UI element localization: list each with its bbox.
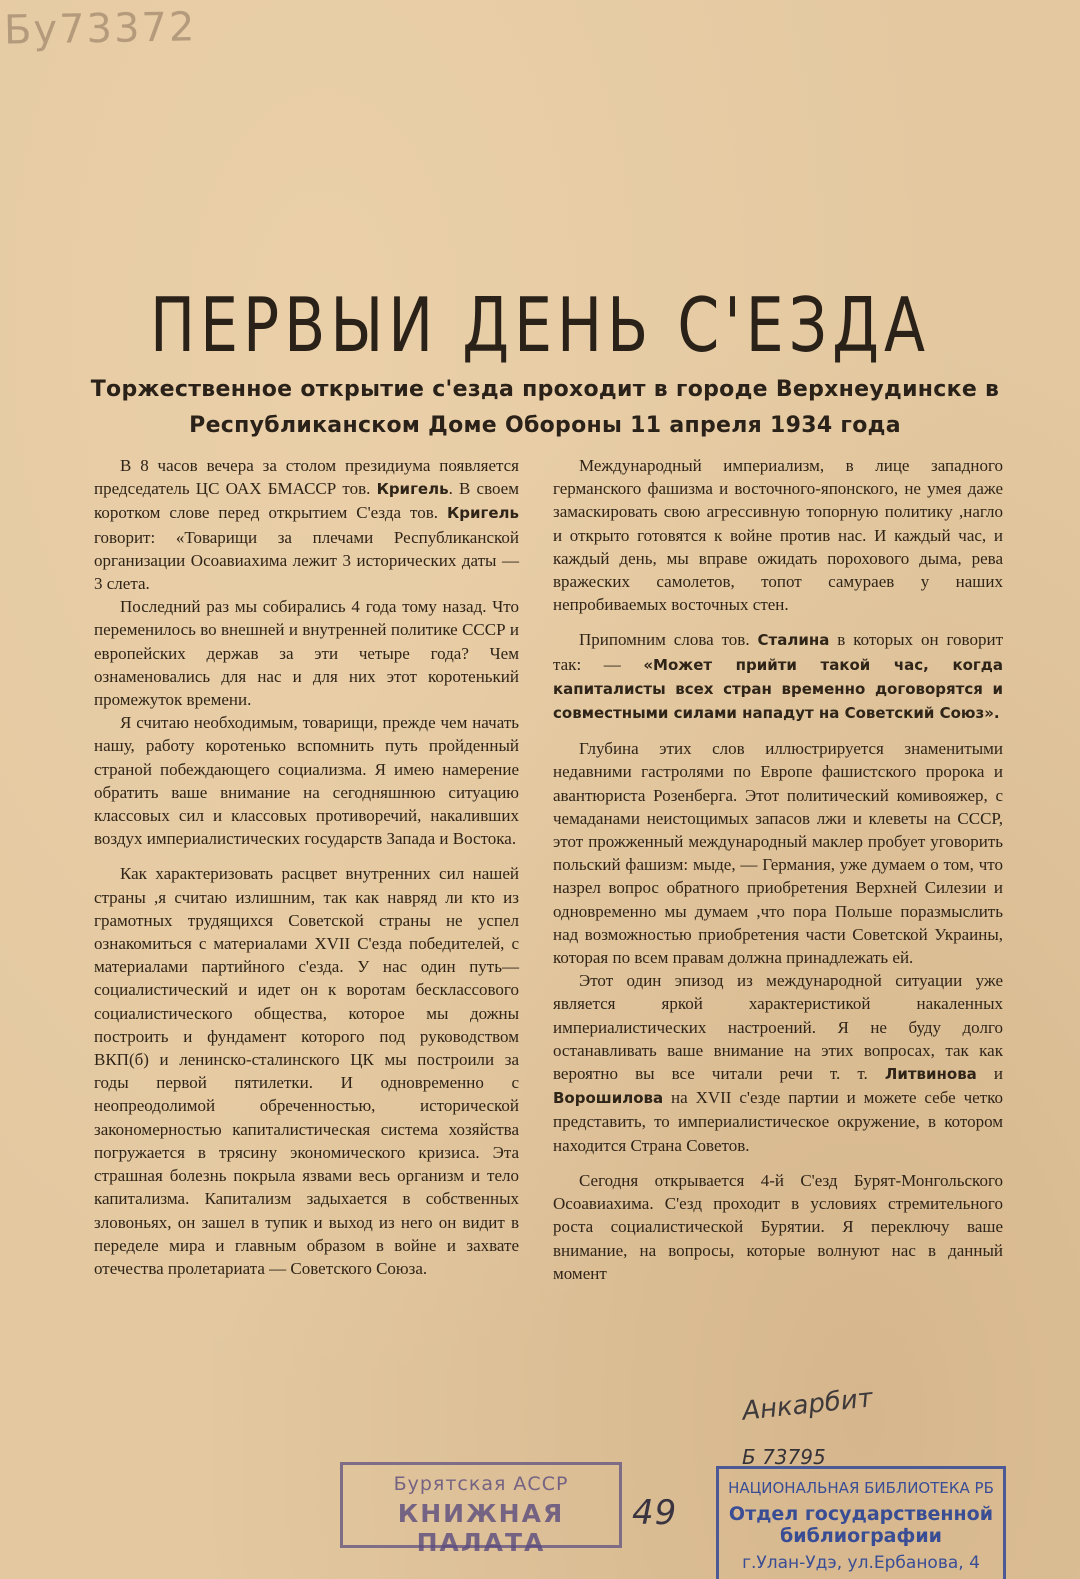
stamp-line: Отдел государственной [728, 1503, 994, 1525]
right-column [553, 454, 1003, 1285]
stalin-quote: «Может прийти такой час, когда капиталисты всех стран временно договорятся и совместными силами нападут на Советский Союз». [553, 655, 1003, 723]
paragraph: Последний раз мы собирались 4 года тому назад. Что переменилось во внешней и внутренней политике СССР и европейских держав за эти четыре года? Чем ознаменовались для нас и для них этот коротенький промежуток времени. [94, 597, 519, 710]
shelf-mark: Б 73795 [742, 1445, 826, 1469]
subtitle [70, 372, 1020, 444]
stamp-line: НАЦИОНАЛЬНАЯ БИБЛИОТЕКА РБ [728, 1479, 994, 1497]
library-stamp [716, 1466, 1006, 1579]
person-name: Литвинова [884, 1065, 977, 1084]
handwritten-note: Анкарбит [740, 1383, 875, 1427]
stamp-line: г.Улан-Удэ, ул.Ербанова, 4 [742, 1553, 980, 1573]
person-name: Кригель [447, 504, 519, 523]
paragraph [553, 628, 1003, 725]
paragraph-text: в которых он говорит так: — [553, 630, 1003, 674]
person-name: Ворошилова [553, 1089, 664, 1108]
paragraph: Я считаю необходимым, товарищи, прежде чем начать нашу, работу коротенько вспомнить путь пройденный страной побеждающего социализма. Я имею намерение обратить ваше внимание на сегодняшнюю ситуацию классовых сил и классовых противоречий, накаливших воздух империалистических государств Запада и Востока. [94, 713, 519, 849]
paragraph: Сегодня открывается 4-й С'езд Бурят-Монгольского Осоавиахима. С'езд проходит в условиях стремительного роста социалистической Бурятии. Я переключу ваше внимание, на вопросы, которые волнуют нас в данный момент [553, 1170, 1003, 1283]
paragraph-text: на XVII с'езде партии и можете себе четко представить, то империалистическое окружение, в котором находится Страна Советов. [553, 1088, 1003, 1155]
paragraph [94, 454, 519, 595]
page-title: ПЕРВЫИ ДЕНЬ С'ЕЗДА [149, 282, 931, 370]
stamp-line: библиографии [780, 1525, 942, 1547]
book-chamber-stamp [340, 1462, 622, 1557]
person-name: Кригель [376, 480, 449, 499]
stamp-line: КНИЖНАЯ ПАЛАТА [397, 1499, 565, 1557]
stamp-line: Бурятская АССР [393, 1473, 569, 1495]
paragraph-text: и [976, 1064, 1003, 1084]
paragraph-text: говорит: «Товарищи за плечами Республиканской организации Осоавиахима лежит 3 исторических даты — 3 слета. [94, 527, 519, 594]
paragraph-text: . В своем коротком слове перед открытием С'езда тов. [94, 479, 519, 523]
catalog-pencil-mark: Бу73372 [3, 4, 197, 54]
paragraph-text: В 8 часов вечера за столом президиума появляется председатель ЦС ОАХ БМАССР тов. [94, 456, 519, 499]
left-column [94, 454, 519, 1280]
paragraph: Международный империализм, в лице западного германского фашизма и восточного-японского, не умея даже замаскировать свою агрессивную топорную политику ,нагло и открыто готовятся к войне против нас. И каждый час, и каждый день, мы вправе ожидать порохового дыма, рева вражеских самолетов, топот самураев у наших непробиваемых восточных стен. [553, 456, 1003, 615]
subtitle-line-1: Торжественное открытие с'езда проходит в городе Верхнеудинске в [90, 377, 1000, 402]
subtitle-line-2: Республиканском Доме Обороны 11 апреля 1934 года [189, 413, 901, 438]
paragraph-text: Припомним слова тов. [579, 630, 758, 650]
paragraph: Глубина этих слов иллюстрируется знаменитыми недавними гастролями по Европе фашистского пророка и авантюриста Розенберга. Этот политический комивояжер, с чемаданами неистощимых запасов лжи и клеветы на СССР, этот прожженный международный маклер пробует уговорить польский фашизм: мыде, — Германия, уже думаем о том, что назрел вопрос обратного приобретения Верхней Силезии и одновременно мы думаем ,что пора Польше поразмыслить над возможностью приобретения части Советской Украины, которая по всем правам должна принадлежать ей. [553, 739, 1003, 968]
paragraph-text: Этот один эпизод из международной ситуации уже является яркой характеристикой накаленных империалистических настроений. Я не буду долго останавливать ваше внимание на этих вопросах, так как вероятно вы все читали речи т. т. [553, 971, 1003, 1084]
person-name: Сталина [757, 631, 830, 650]
paragraph: Как характеризовать расцвет внутренних сил нашей страны ,я считаю излишним, так как навряд ли кто из грамотных трудящихся Советской страны не успел ознакомиться с материалами XVII С'езда победителей, с материалами партийного с'езда. У нас один путь—социалистический и идет он к воротам бесклассового социалистического общества, которое мы дожны построить и фундамент которого под руководством ВКП(б) и ленинско-сталинского ЦК мы построили за годы первой пятилетки. И одновременно с неопреодолимой обреченностью, исторической закономерностью капиталистическая система хозяйства погружается в трясину экономического кризиса. Эта страшная болезнь покрыла язвами весь организм и тело капитализма. Капитализм задыхается в собственных зловоньях, он зашел в тупик и выход из него он видит в переделе мира и главным образом в войне и захвате отечества пролетариата — Советского Союза. [94, 864, 519, 1278]
paragraph [553, 969, 1003, 1157]
page-number: 49 [632, 1493, 678, 1533]
